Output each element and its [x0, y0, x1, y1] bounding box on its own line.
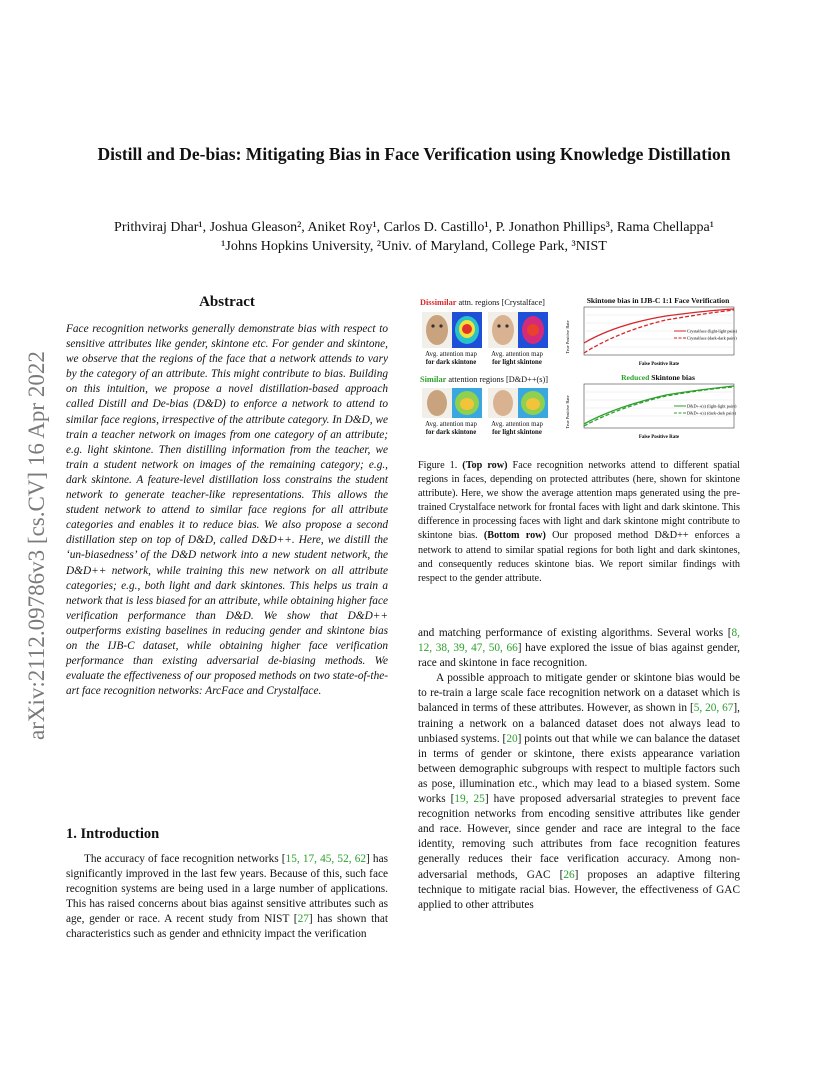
citation-link[interactable]: 19, 25 [454, 793, 485, 806]
map-caption: Avg. attention map for dark skintone [425, 351, 477, 366]
citation-link[interactable]: 5, 20, 67 [693, 702, 734, 715]
bottom-plot-title: Reduced Skintone bias [621, 373, 695, 382]
legend-entry: D&D++(s) (dark-dark pairs) [687, 410, 736, 416]
x-axis-label: False Positive Rate [638, 435, 680, 440]
y-axis-label: True Positive Rate [565, 320, 570, 354]
right-column-text [418, 626, 740, 913]
citation-link[interactable]: 26 [563, 868, 575, 881]
attention-map-light-bottom [488, 388, 548, 418]
legend-entry: Crystalface (light-light pairs) [687, 328, 738, 334]
citation-link[interactable]: 20 [506, 732, 518, 745]
section-heading-introduction: 1. Introduction [66, 826, 160, 842]
arxiv-side-stamp [18, 290, 48, 740]
citation-link[interactable]: 15, 17, 45, 52, 62 [285, 853, 366, 865]
top-panel-tag: Dissimilar attn. regions [Crystalface] [420, 298, 545, 307]
attention-map-dark-bottom [422, 388, 482, 418]
figure-caption: Figure 1. (Top row) Face recognition networks attend to different spatial regions in faces, depending on protected attributes (here, shown for skintone attribute). Here, we show the average attention maps generated using the pre-trained Crystalface network for frontal faces with light and dark skintone. This difference in processing faces with light and dark skintone might contribute to skintone bias. (Bottom row) Our proposed method D&D++ enforces a network to attend to similar spatial regions for both light and dark skintones, and consequently reduces skintone bias. We report similar findings with respect to the gender attribute. [418, 460, 741, 584]
attention-map-light-top [488, 312, 548, 348]
paragraph: A possible approach to mitigate gender or skintone bias would be to re-train a large scale face recognition network on a dataset which is balanced in terms of these attributes. However, as shown in [5, 20, 67], training a network on a balanced dataset does not always lead to unbiased systems. [20] points out that while we can balance the dataset in terms of gender or skintone, there exists appearance variation between demographic subgroups with respect to multiple factors such as pose, illumination etc., which may lead to a biased system. Some works [19, 25] have proposed adversarial strategies to prevent face recognition networks from encoding sensitive attributes like gender and race. However, since gender and race are integral to the face identity, removing such attributes from face recognition features generally reduces their face verification accuracy. Among non-adversarial methods, GAC [26] proposes an adaptive filtering technique to mitigate racial bias. However, the effectiveness of GAC applied to other attributes [418, 672, 741, 911]
x-axis-label: False Positive Rate [638, 362, 680, 367]
map-caption: Avg. attention map for dark skintone [425, 421, 477, 436]
map-caption: Avg. attention map for light skintone [491, 421, 543, 436]
author-block [40, 218, 788, 256]
dissimilar-tag: Dissimilar [420, 298, 457, 307]
citation-link[interactable]: 27 [297, 913, 309, 926]
map-caption: Avg. attention map for light skintone [491, 351, 543, 366]
legend-entry: D&D++(s) (light-light pairs) [687, 403, 737, 409]
arxiv-identifier: arXiv:2112.09786v3 [cs.CV] 16 Apr 2022 [24, 351, 49, 740]
paragraph: and matching performance of existing algorithms. Several works [8, 12, 38, 39, 47, 50, 66] have explored the issue of bias against gender, race and skintone in face recognition. [418, 627, 741, 670]
similar-tag: Similar [420, 375, 447, 384]
y-axis-label: True Positive Rate [565, 395, 570, 429]
top-roc-plot [566, 305, 740, 369]
bottom-roc-plot [566, 382, 740, 446]
affiliations-line: ¹Johns Hopkins University, ²Univ. of Maryland, College Park, ³NIST [221, 239, 607, 254]
authors-line: Prithviraj Dhar¹, Joshua Gleason², Aniket Roy¹, Carlos D. Castillo¹, P. Jonathon Phillips³, Rama Chellappa¹ [114, 220, 714, 235]
top-plot-title: Skintone bias in IJB-C 1:1 Face Verification [586, 296, 730, 305]
abstract-text: Face recognition networks generally demonstrate bias with respect to sensitive attributes like gender, skintone etc. For gender and skintone, we observe that the regions of the face that a network attends to vary by the category of an attribute. This might contribute to bias. Building on this intuition, we propose a novel distillation-based approach called Distill and De-bias (D&D) to enforce a network to attend to similar face regions, irrespective of the attribute category. In D&D, we train a teacher network on images from one category of an attribute; e.g. light skintone. Then distilling information from the teacher, we train a student network on images of the remaining category; e.g., dark skintone. A feature-level distillation loss constrains the student network to generate teacher-like representations. This allows the student network to attend to similar face regions for all attribute categories and enables it to reduce bias. We also propose a second distillation step on top of D&D, called D&D++. Here, we distill the ‘un-biasedness’ of the D&D network into a new student network, the D&D++ network, while training this new network on all attribute categories; e.g., both light and dark skintones. This helps us train a network that is less biased for an attribute, while obtaining higher face verification performance than D&D. We show that D&D++ outperforms existing baselines in reducing gender and skintone bias on the IJB-C dataset, while obtaining higher face verification performance than existing adversarial de-biasing methods. We evaluate the effectiveness of our proposed methods on two state-of-the-art face recognition networks: ArcFace and Crystalface. [66, 323, 388, 698]
citation-link[interactable]: 8, 12, 38, 39, 47, 50, 66 [418, 627, 740, 655]
abstract-heading: Abstract [199, 294, 255, 310]
paper-title: Distill and De-bias: Mitigating Bias in Face Verification using Knowledge Distillation [97, 144, 731, 164]
figure-1 [418, 296, 740, 446]
intro-paragraph: The accuracy of face recognition networks [15, 17, 45, 52, 62] has significantly improved in the last few years. Because of this, such face recognition systems are being used in a large number of applications. This has raised concerns about bias against sensitive attributes such as age, gender or race. A recent study from NIST [27] has shown that characteristics such as gender and ethnicity impact the verification [66, 853, 389, 941]
attention-map-dark-top [422, 312, 482, 348]
legend-entry: Crystalface (dark-dark pairs) [687, 335, 737, 341]
bottom-panel-tag: Similar attention regions [D&D++(s)] [420, 375, 549, 384]
